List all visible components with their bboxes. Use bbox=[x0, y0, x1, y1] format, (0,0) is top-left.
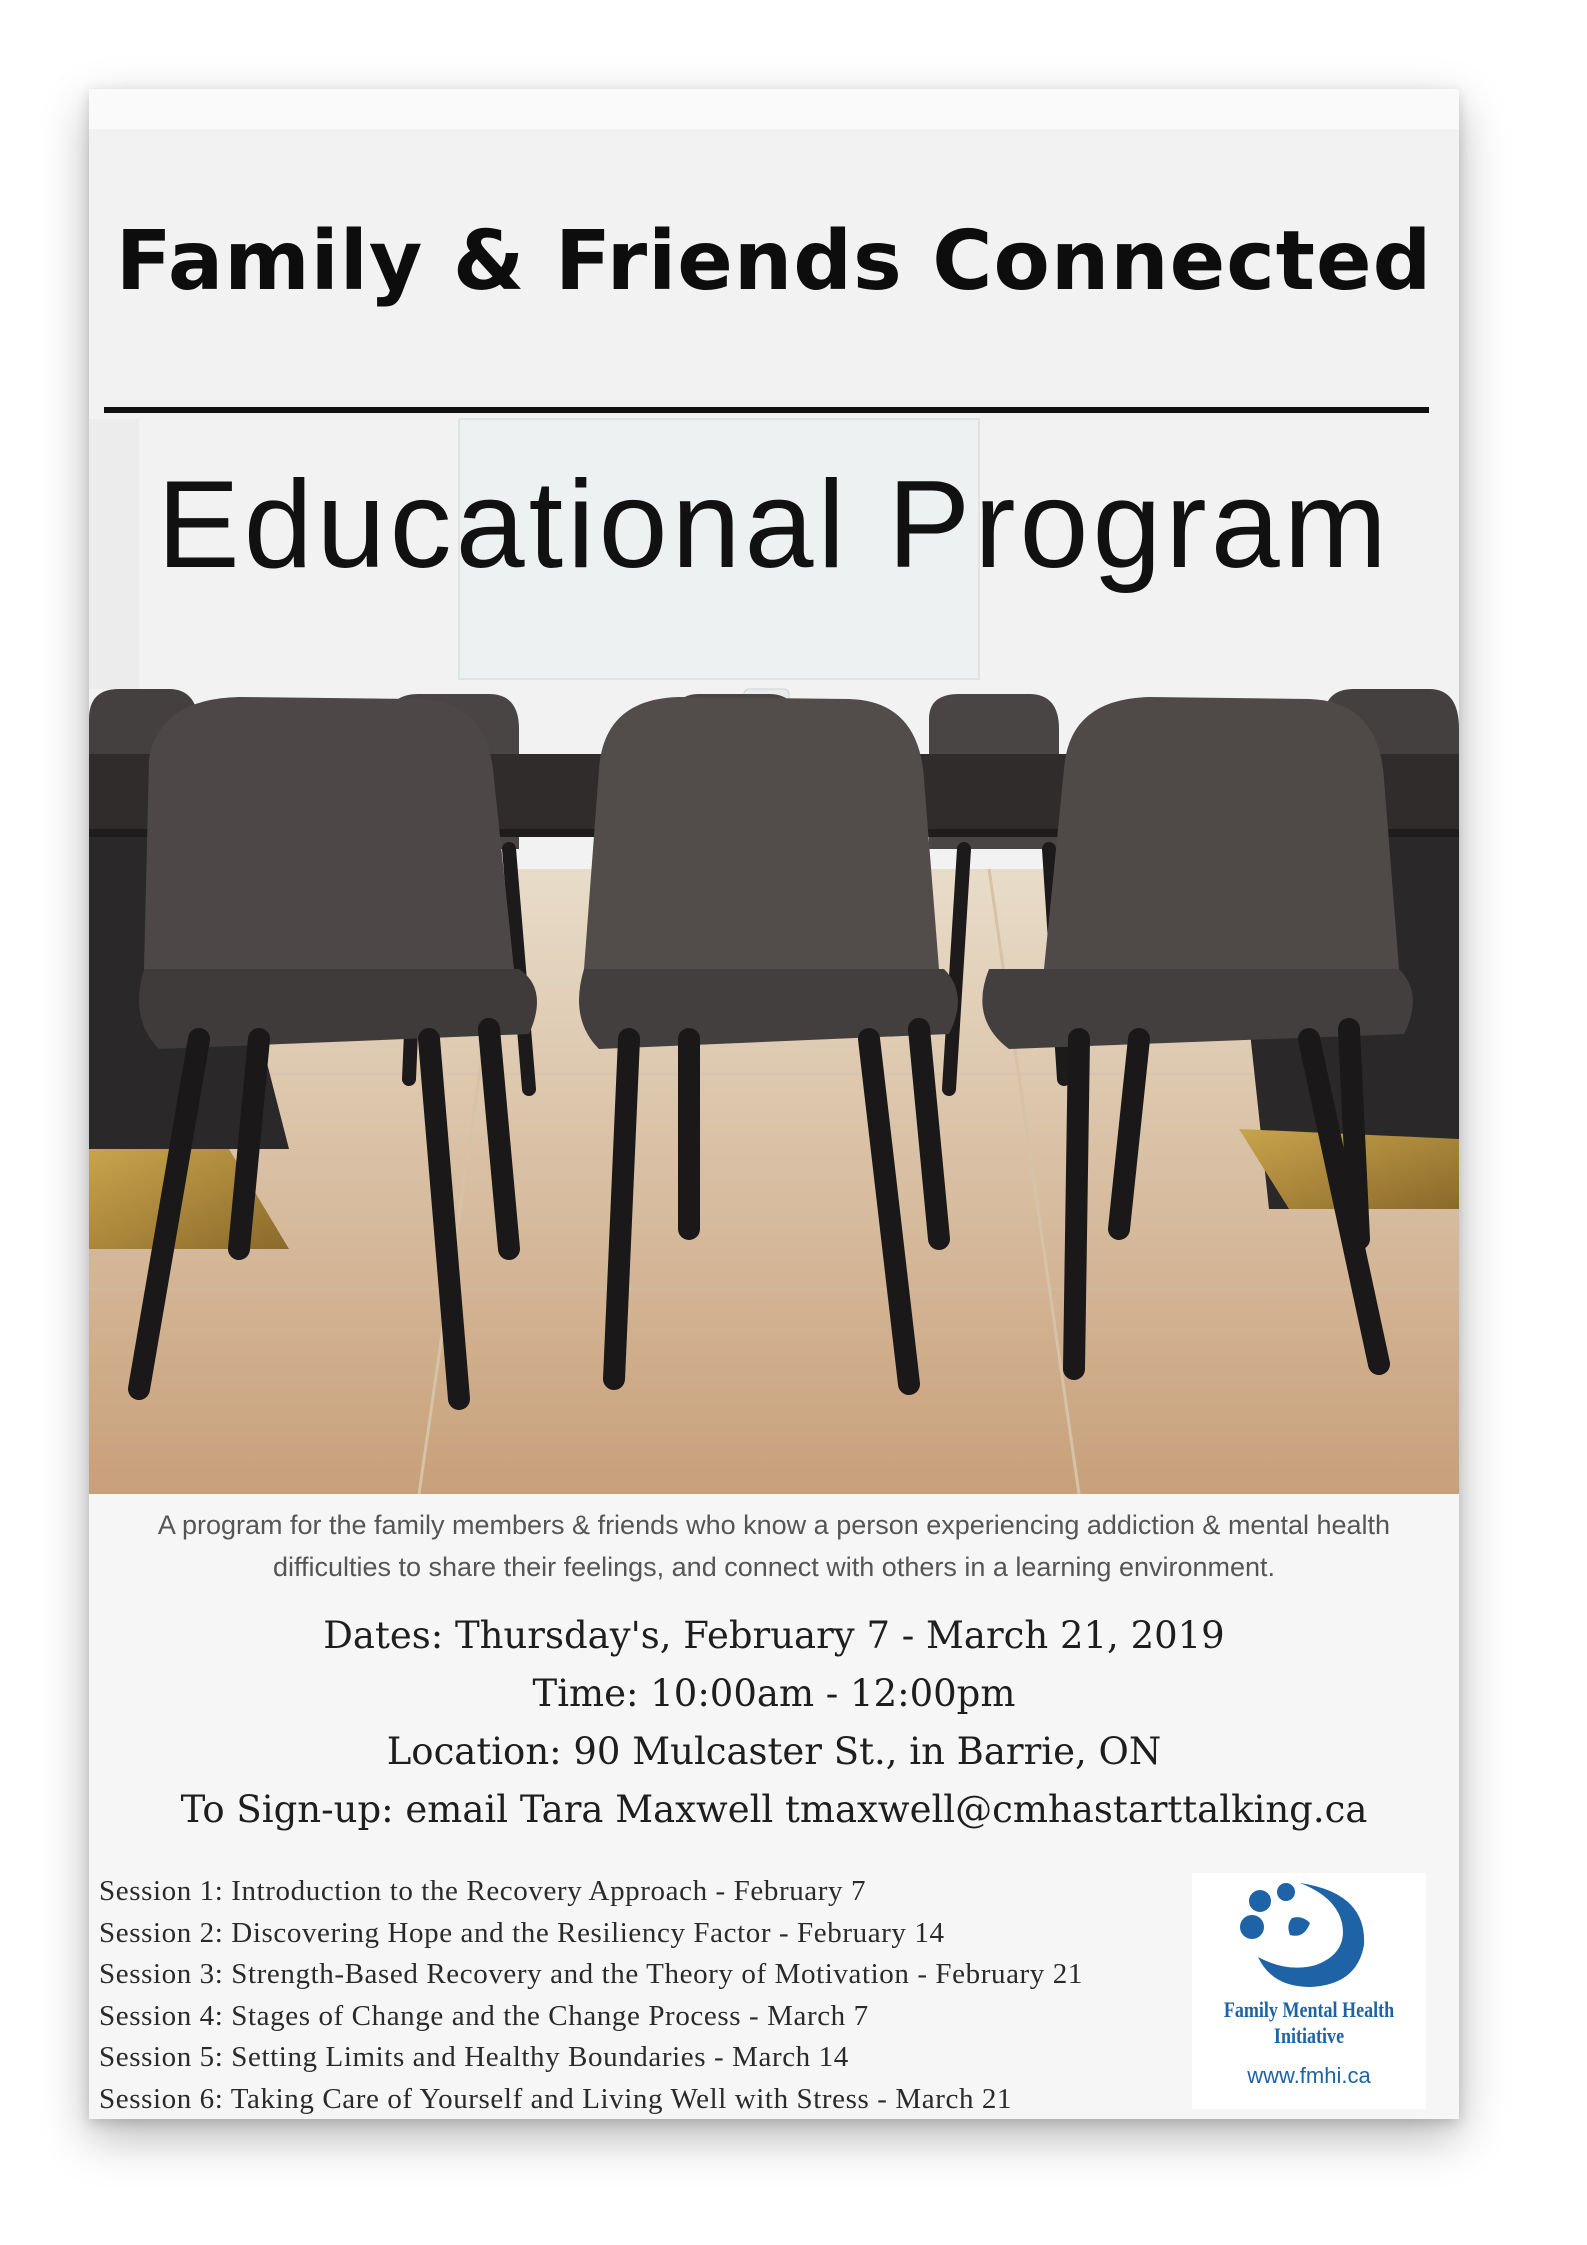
logo-organization-name: Family Mental Health Initiative bbox=[1223, 1997, 1395, 2048]
fmhi-logo bbox=[1192, 1873, 1426, 2109]
poster-subtitle: Educational Program bbox=[157, 456, 1391, 594]
event-details bbox=[89, 1607, 1459, 1839]
list-item: Session 1: Introduction to the Recovery Approach - February 7 bbox=[99, 1875, 867, 1907]
event-time: Time: 10:00am - 12:00pm bbox=[532, 1672, 1016, 1715]
session-list bbox=[99, 1871, 1199, 2119]
event-poster bbox=[89, 89, 1459, 2119]
logo-website: www.fmhi.ca bbox=[1247, 2063, 1371, 2088]
list-item: Session 6: Taking Care of Yourself and Living Well with Stress - March 21 bbox=[99, 2082, 1013, 2115]
event-dates: Dates: Thursday's, February 7 - March 21, 2019 bbox=[323, 1614, 1225, 1657]
family-logo-icon bbox=[1192, 1873, 1426, 1993]
event-signup: To Sign-up: email Tara Maxwell tmaxwell@cmhastarttalking.ca bbox=[180, 1788, 1368, 1831]
event-location: Location: 90 Mulcaster St., in Barrie, ON bbox=[386, 1730, 1162, 1773]
list-item: Session 5: Setting Limits and Healthy Boundaries - March 14 bbox=[99, 2041, 849, 2073]
title-divider bbox=[104, 407, 1429, 413]
list-item: Session 3: Strength-Based Recovery and the Theory of Motivation - February 21 bbox=[99, 1958, 1083, 1990]
list-item: Session 4: Stages of Change and the Change Process - March 7 bbox=[99, 1999, 869, 2032]
poster-title: Family & Friends Connected bbox=[115, 214, 1433, 309]
program-description: A program for the family members & friends who know a person experiencing addiction & mental health difficulties to share their feelings, and connect with others in a learning environment. bbox=[157, 1510, 1391, 1582]
list-item: Session 2: Discovering Hope and the Resiliency Factor - February 14 bbox=[99, 1916, 945, 1949]
